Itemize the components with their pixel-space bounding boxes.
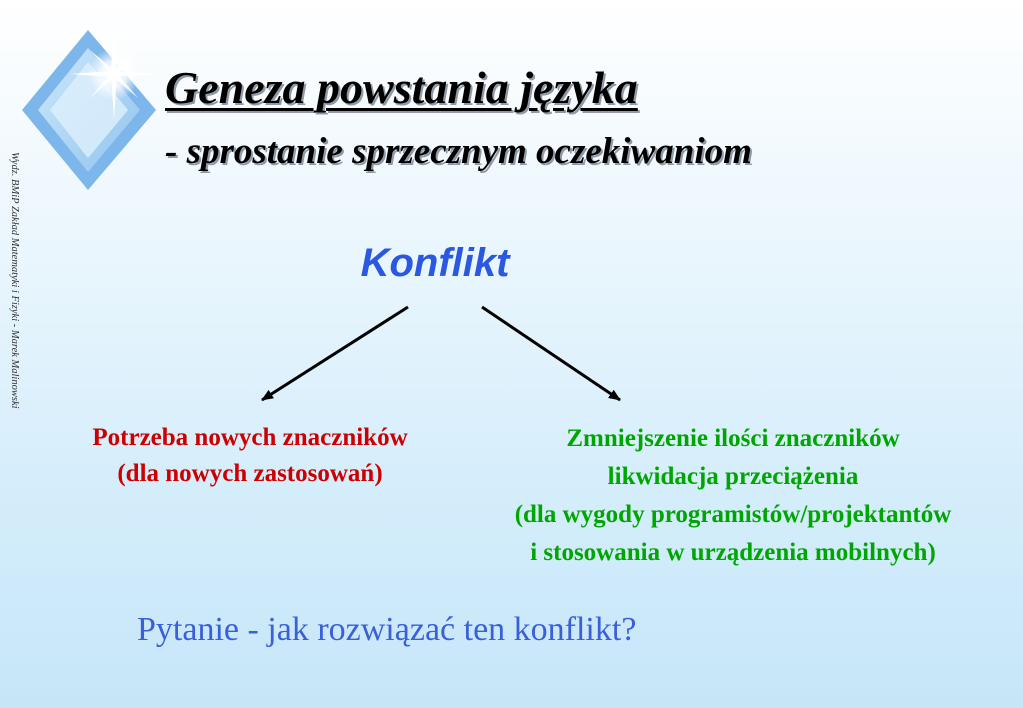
left-branch-line: (dla nowych zastosowań) bbox=[117, 460, 383, 487]
right-branch-line: likwidacja przeciążenia bbox=[607, 463, 859, 490]
right-branch-text bbox=[448, 420, 1018, 572]
right-branch-line: (dla wygody programistów/projektantów bbox=[514, 501, 952, 528]
slide-subtitle: - sprostanie sprzecznym oczekiwaniom bbox=[165, 131, 752, 172]
arrow-right bbox=[482, 307, 620, 400]
slide-title: Geneza powstania języka bbox=[165, 62, 638, 113]
side-credit-text: Wydz. BMiP Zakład Matematyki i Fizyki - Marek Malinowski bbox=[9, 152, 20, 409]
left-branch-line: Potrzeba nowych znaczników bbox=[92, 424, 408, 451]
arrow-left bbox=[262, 307, 408, 400]
right-branch-line: Zmniejszenie ilości znaczników bbox=[566, 425, 900, 452]
center-node-label: Konflikt bbox=[360, 241, 510, 285]
question-text: Pytanie - jak rozwiązać ten konflikt? bbox=[137, 611, 637, 648]
diamond-star-logo bbox=[18, 22, 168, 197]
right-branch-line: i stosowania w urządzenia mobilnych) bbox=[530, 539, 936, 566]
left-branch-text bbox=[40, 420, 460, 492]
